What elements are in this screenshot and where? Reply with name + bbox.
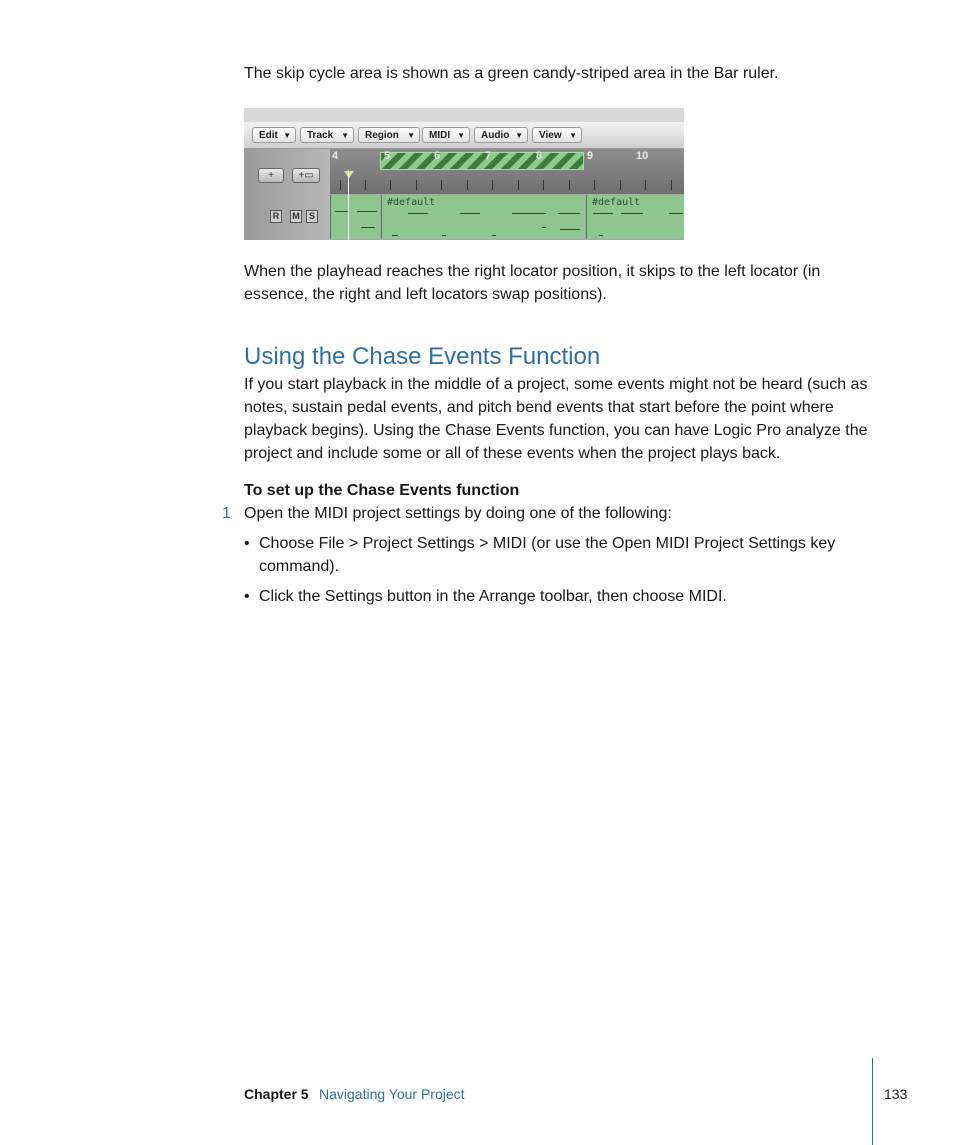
bullet-icon: • (244, 535, 250, 552)
note-event (361, 227, 375, 228)
note-event (335, 211, 349, 212)
note-event (599, 235, 603, 236)
ruler-tick (569, 180, 570, 190)
ruler-tick (365, 180, 366, 190)
arrange-window-screenshot (244, 108, 684, 240)
track-lane (330, 194, 684, 240)
note-event (408, 213, 428, 214)
ruler-tick (441, 180, 442, 190)
skip-cycle-area[interactable] (380, 152, 584, 170)
footer-divider (872, 1058, 873, 1145)
bar-number: 7 (485, 150, 492, 162)
region-name: #default (387, 197, 436, 208)
edit-menu[interactable]: Edit ▼ (252, 127, 296, 143)
bar-number: 5 (384, 150, 391, 162)
region-name: #default (592, 197, 641, 208)
audio-menu[interactable]: Audio ▼ (474, 127, 528, 143)
note-event (542, 227, 546, 228)
solo-button[interactable]: S (306, 210, 318, 223)
ruler-tick (543, 180, 544, 190)
bullet-icon: • (244, 588, 250, 605)
ruler-tick (467, 180, 468, 190)
intro-paragraph: The skip cycle area is shown as a green candy-striped area in the Bar ruler. (244, 65, 779, 82)
midi-region[interactable] (586, 195, 684, 239)
chevron-down-icon: ▼ (283, 131, 291, 140)
arrange-menu-bar (244, 122, 684, 149)
step-number: 1 (222, 505, 231, 522)
midi-region[interactable] (381, 195, 585, 239)
note-event (512, 213, 546, 214)
ruler-tick (620, 180, 621, 190)
ruler-tick (416, 180, 417, 190)
track-menu[interactable]: Track ▼ (300, 127, 354, 143)
note-event (558, 213, 580, 214)
note-event (460, 213, 480, 214)
bar-number: 8 (536, 150, 543, 162)
bar-number: 6 (434, 150, 441, 162)
section-heading: Using the Chase Events Function (244, 343, 601, 370)
note-event (392, 235, 398, 236)
ruler-tick (518, 180, 519, 190)
locator-paragraph: When the playhead reaches the right locator position, it skips to the left locator (in essence, the right and left locators swap positions). (244, 263, 821, 303)
footer-chapter-title: Navigating Your Project (319, 1086, 465, 1102)
midi-region[interactable] (330, 195, 380, 239)
chevron-down-icon: ▼ (457, 131, 465, 140)
note-event (442, 235, 446, 236)
region-menu[interactable]: Region ▼ (358, 127, 420, 143)
task-title: To set up the Chase Events function (244, 482, 520, 499)
footer-chapter: Chapter 5 (244, 1086, 309, 1102)
mute-button[interactable]: M (290, 210, 302, 223)
ruler-tick (390, 180, 391, 190)
note-event (621, 213, 643, 214)
view-menu[interactable]: View ▼ (532, 127, 582, 143)
chevron-down-icon: ▼ (515, 131, 523, 140)
bullet-item: Click the Settings button in the Arrange toolbar, then choose MIDI. (259, 588, 727, 605)
record-enable-button[interactable]: R (270, 210, 282, 223)
chevron-down-icon: ▼ (569, 131, 577, 140)
chevron-down-icon: ▼ (341, 131, 349, 140)
add-track-button[interactable]: + (258, 168, 284, 183)
bullet-item: Choose File > Project Settings > MIDI (or use the Open MIDI Project Settings key command). (259, 535, 836, 575)
ruler-tick (671, 180, 672, 190)
note-event (492, 235, 496, 236)
bar-number: 10 (636, 150, 649, 162)
ruler-tick (594, 180, 595, 190)
add-folder-button[interactable]: +▭ (292, 168, 320, 183)
bar-ruler[interactable] (330, 149, 684, 194)
chase-events-paragraph: If you start playback in the middle of a project, some events might not be heard (such as notes, sustain pedal events, and pitch bend events that start before the point where playback begins). Using the Chase Events function, you can have Logic Pro analyze the project and include some or all of these events when the project plays back. (244, 376, 868, 462)
bar-number: 9 (587, 150, 594, 162)
step-text: Open the MIDI project settings by doing one of the following: (244, 505, 672, 522)
ruler-tick (492, 180, 493, 190)
left-locator-marker[interactable] (344, 171, 354, 178)
page-number: 133 (884, 1086, 908, 1102)
chevron-down-icon: ▼ (407, 131, 415, 140)
ruler-tick (645, 180, 646, 190)
note-event (560, 229, 580, 230)
track-header (244, 149, 330, 240)
midi-menu[interactable]: MIDI ▼ (422, 127, 470, 143)
playhead[interactable] (348, 170, 349, 240)
ruler-tick (340, 180, 341, 190)
note-event (357, 211, 377, 212)
note-event (669, 213, 683, 214)
bar-number: 4 (332, 150, 339, 162)
note-event (593, 213, 613, 214)
